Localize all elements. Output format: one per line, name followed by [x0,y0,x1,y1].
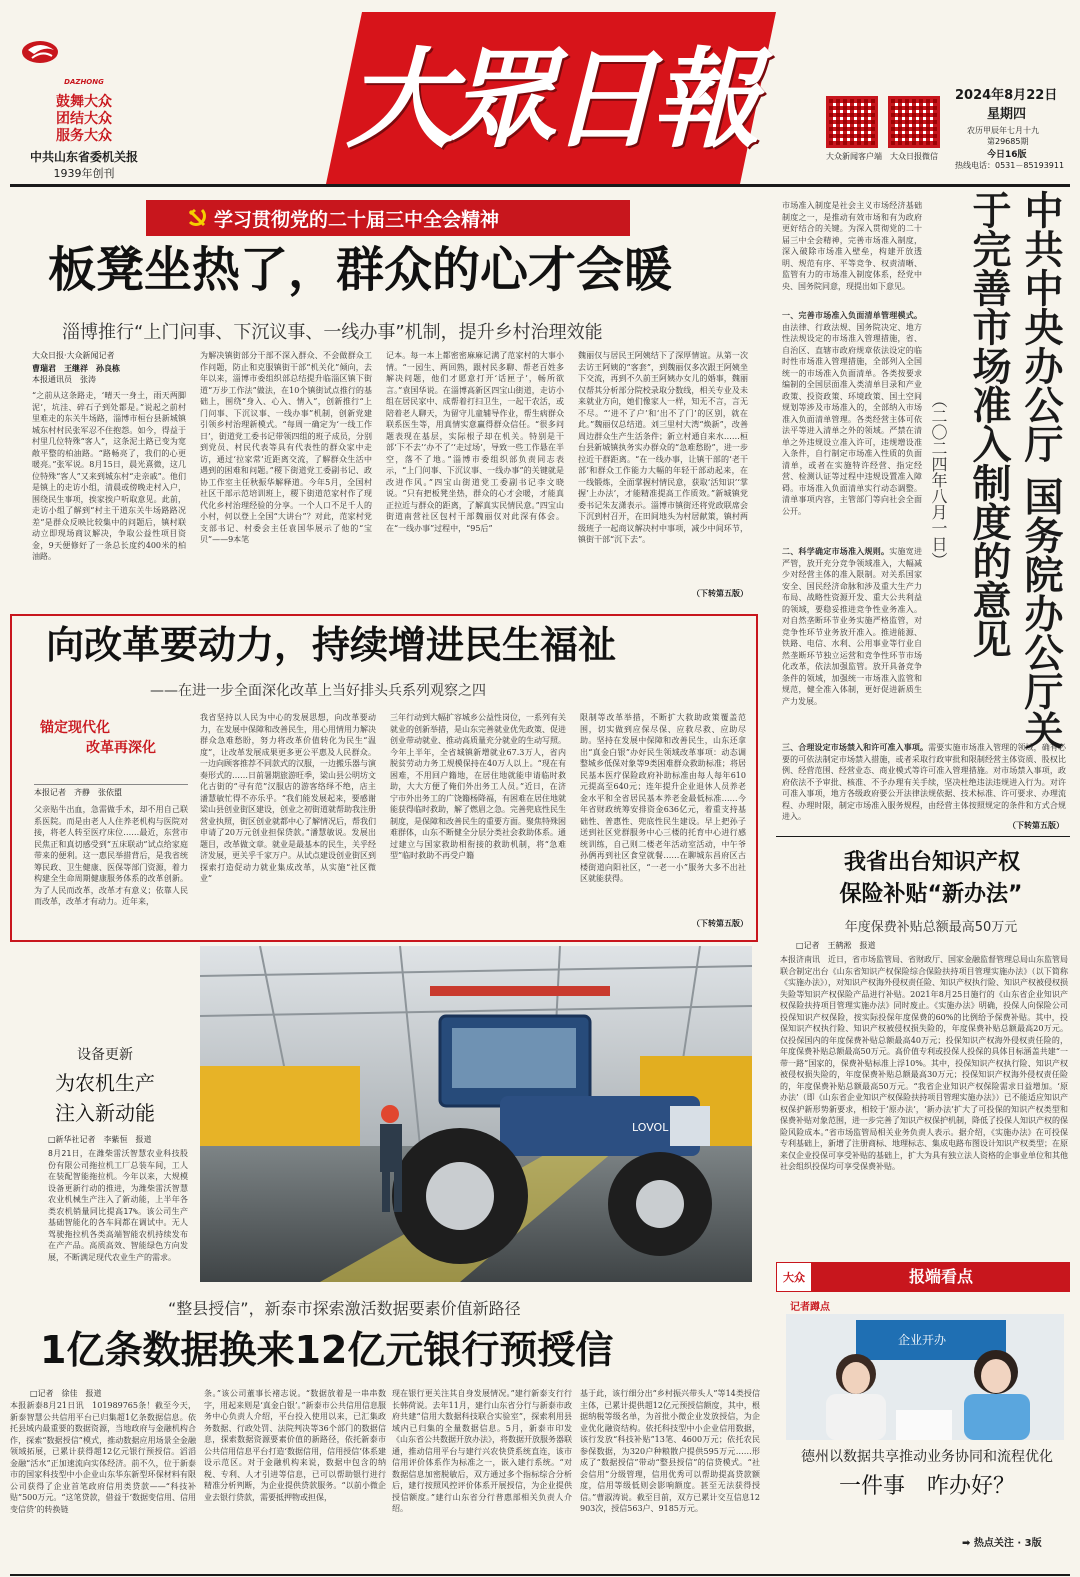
theme-banner [146,200,630,236]
edition-count: 今日16版 [987,150,1027,160]
hammer-sickle-icon [186,207,208,229]
reform-headline: 向改革要动力，持续增进民生福祉 [46,623,617,667]
promo-sign-text: 企业开办 [898,1333,947,1347]
weekday: 星期四 [987,107,1027,122]
reform-continued[interactable]: （下转第五版） [692,918,748,928]
lead-byline [32,350,192,386]
reform-badge [34,718,164,758]
right-divider [776,836,1070,837]
farm-caption: 8月21日，在潍柴雷沃智慧农业科技股份有限公司拖拉机工厂总装车间，工人在装配智能拖拉机。今年以来，大规模设备更新行动的推进，为潍柴雷沃智慧农业机械生产注入了新动能，上半年各类农机销量同比提高17%。该公司生产基础智能化的各车间都在调试中。无人驾驶拖拉机各类高端智能农机持续发布在产产品。高质高效、智能绿色方向发展，不断满足现代农业生产的需求。 [48,1149,188,1262]
masthead-left [14,38,154,178]
logo-text: DAZHONG [64,78,104,86]
lead-subhead: 淄博推行“上门问事、下沉议事、一线办事”机制，提升乡村治理效能 [62,322,603,343]
doc-section-1-title: 一、完善市场准入负面清单管理模式。 [782,310,922,320]
lead-col-1: “之前从这条路走，‘晴天一身土，雨天两脚泥’，坑洼、碎石子到处都是。”说起之前村里难走的东关牛场路，淄博市桓台县新城镇城东村村民张军忍不住抱怨。如今，得益于村里几位特殊“客人”，这条泥土路已变为宽敞平整的柏油路。“路畅亮了，我们的心更暖亮。”张军说。8月15日，晨光熹微，这几位特殊“客人”又来到城东村“走亲戚”。他们是镇上的走访小组，清晨或傍晚走村入户，围绕民生事项，挨家挨户听取意见。此前，走访小组了解到“村主干道东关牛场路路况差”是群众反映比较集中的问题后，镇村联动立即现场商议解决，争取公益性项目资金，9天便修好了一条总长度约400米的柏油路。 [32,391,186,561]
data-col-3: 现在银行更关注其自身发展情况。”建行新泰支行行长韩荷说。去年11月，建行山东省分行与新泰市政府共建“信用大数据科技联合实验室”，探索利用县域内已归集的全量数据信息。5月，新泰市印发《山东省公共数据开放办法》，将数据开放服务器联通，推动信用平台与建行兴农快贷系统直连，该市信用评价体系作为标准之一，嵌入建行系统。“对数据信息加密脱敏后，双方通过多个指标综合分析后，建行按照风控评价体系开展授信，为企业提供授信额度。”建行山东省分行普惠部相关负责人介绍。 [392,1389,572,1513]
tractor-brand [632,1121,669,1134]
lead-headline: 板凳坐热了，群众的心才会暖 [48,242,673,298]
issue-number: 第29685期 [987,137,1029,146]
farm-headline-1: 为农机生产 [55,1071,155,1095]
doc-continued[interactable]: （下转第五版） [1008,820,1064,830]
doc-section-3-text: 需要实施市场准入管理的领域，确有必要的可依法制定市场禁入措施，或者采取行政审批和限制经营主体资质、股权比例、经营范围、经营业态、商业模式等许可准入管理措施。对市场禁入事项，政府依法不予审批、核准、不予办理有关手续，坚决杜绝违法违规进入行为。对许可准入事项，地方各级政府要公开法律法规依据、技术标准、许可要求、办理流程、办理时限，制定市场准入服务规程，由经营主体按照规定的条件和方式合规进入。 [782,743,1066,821]
doc-intro: 市场准入制度是社会主义市场经济基础制度之一，是推动有效市场和有为政府更好结合的关键。为深入贯彻党的二十届三中全会精神，完善市场准入制度，深入破除市场准入壁垒，构建开放透明、规范有序、平等竞争、权责清晰、监管有力的市场准入制度体系，经党中央、国务院同意，现提出如下意见。 [782,201,922,291]
theme-banner-label: 学习贯彻党的二十届三中全会精神 [214,209,500,231]
badge-line-1: 锚定现代化 [40,720,110,736]
doc-section-2-text: 实施宽进严管，放开充分竞争领域准入，大幅减少对经营主体的准入限制。对关系国家安全、国民经济命脉和涉及重大生产力布局、战略性资源开发、重大公共利益的领域，要稳妥推进竞争性业务准入。对自然垄断环节业务实施严格监管，对竞争性环节业务放开准入。推进能源、铁路、电信、水利、公用事业等行业自然垄断环节独立运营和竞争性环节市场化改革，依法加强监管。放开具备竞争条件的领域，加强统一市场准入监管和规范，健全准入体制，更好促进新质生产力发展。 [782,547,922,706]
byline-correspondent: 本报通讯员 张涛 [32,375,96,384]
qr-code-icon [888,96,940,148]
reform-col-3: 三年行动到大幅扩容城乡公益性岗位，一系列有关就业的创新举措，是山东完善就业优先政策、促进创业带动就业、推动高质量充分就业的生动写照。今年上半年，全省城镇新增就业67.3万人，省内脱贫劳动力务工规模保持在40万人以上。“现在有困难，不用回户籍地，在居住地就能申请临时救助，大大方便了俺们外出务工人员。”近日，在济宁市外出务工的广饶籍杨降福，有困难在居住地就能获得临时救助，解了燃眉之急。完善兜底性民生制度，是保障和改善民生的重要方面。聚焦特殊困难群体，山东不断健全分层分类社会救助体系。通过建立与国家救助相衔接的救助机制，将“急难型”临时救助不再受户籍 [390,713,566,860]
ip-headline-2: 保险补贴“新办法” [839,882,1023,907]
lead-col-3: 记本。每一本上都密密麻麻记满了范家村的大事小情。“一园生、两回熟，跟村民多聊、帮老百姓多解决问题，他们才愿意打开‘话匣子’，畅所欲言。”袁国华说。在淄博高新区四宝山街道，走访小组在居民家中、成帮着打扫卫生，一起干农活，或陪着老人聊天，为留守儿童辅导作业，帮生病群众联系医生等，用真情实意赢得群众信任。“很多问题表现在基层，实际根子却在机关。特别是干部‘下不去’‘办不了’‘走过场’，导致一些工作悬在半空，落不了地。”淄博市委组织部负责同志表示，“上门问事、下沉议事、一线办事”的关键就是改进作风。”四宝山街道党工委副书记李文晓说。“只有把板凳坐热，群众的心才会暖，才能真正拉近与群众的距离，了解真实民情民意。”四宝山街道南营社区包村干部魏丽仅对此深有体会。在“一线办事”过程中，“95后” [386,351,564,533]
reform-col-1: 父亲贴牛出血，急需做手术，却不用自己联系医院。而是由老人人住养老机构与医院对接，将老人转至医疗床位……最近，东营市民焦正和真切感受到“五床联动”试点给家庭带来的便利。这一惠民举措背后，是我省统筹民政、卫生健康、医保等部门资源，着力构建全生命周期健康服务体系的改革创新。为了人民而改革，改革才有意义；依靠人民而改革，改革才有动力。近年来， [34,805,188,906]
issue-date: 2024年8月22日 [955,88,1058,103]
ip-byline: □记者 王鹤淞 报道 [796,941,876,950]
publisher: 中共山东省委机关报 [29,150,138,164]
qr-code-icon [826,96,878,148]
reform-col-4: 限制等改革举措，不断扩大救助政策覆盖范围，切实做到应保尽保、应救尽救、应助尽助。坚持在发展中保障和改善民生，山东还拿出“真金白银”办好民生领域改革事项：动态调整城乡低保对象等9类困难群众救助标准；将居民基本医疗保险政府补助标准由每人每年610元提高至640元；连年提升企业退休人员养老金水平和全省居民基本养老金最低标准……今年省财政统筹安排资金636亿元，着重支持基础性、普惠性、兜底性民生建设。早上把孙子送到社区党群服务中心三楼的托育中心进行感统训练，自己则二楼老年活动室活动，中午爷孙俩再到社区食堂就餐……在聊城东昌府区古楼街道向阳社区，“一老一小”服务大多不出社区就能获得。 [580,713,746,883]
badge-line-2: 改革再深化 [86,740,156,756]
qr-wechat[interactable] [888,96,940,162]
farm-kicker: 设备更新 [77,1047,133,1063]
reform-col-2: 我省坚持以人民为中心的发展思想，向改革要动力，在发展中保障和改善民生，用心用情用力解决群众急难愁盼，努力将改革价值转化为民生“温度”，让改革发展成果更多更公平惠及人民群众。一边向顾客推荐不同款式的汉服，一边搬乐器与演奏形式的……日前暑期旅游旺季，梁山县公明坊文化古街的“寻有范”汉服店的游客络绎不绝，店主潘慧敏忙得不亦乐乎。“我们能发展起来，要感谢梁山县创业街区建设，创业之初街道就帮助我注册营业执照，街区创业就都中心了解情况后，帮我们申请了20万元创业担保贷款。”潘慧敏说。发展出题目，改革做文章。就业是最基本的民生，关乎经济发展，更关乎千家万户。从试点建设创业街区到探索打造促动力就业集成改革，从实施“社区微业” [200,713,376,883]
data-col-2: 条。”该公司董事长褚志说。“数据放着是一串串数字，用起来则是‘真金白银’。”新泰市公共信用信息服务中心负责人介绍，平台投入使用以来，已汇集政务数据、行政处罚、法院判决等36个部门的数据信息，探索数据资源要素价值的新路径，依托新泰市公共信用信息平台打造‘数据信用，信用授信’体系建设示范区。对于金融机构来说，数据中包含的纳税、专利、人才引进等信息，已可以帮助银行进行精准分析判断，为企业提供贷款服务。“以前小微企业去银行贷款，需要抵押物或担保， [204,1389,386,1502]
lead-col-2: 为解决镇街部分干部不深入群众、不会做群众工作问题，防止和克服镇街干部“机关化”倾向，去年以来，淄博市委组织部总结提升临淄区镇下街道“万步工作法”做法，在10个镇街试点推行的基础上，围绕“身入、心入、情入”，创新推行“上门问事、下沉议事、一线办事”机制，创新党建引领乡村治理新模式。“每周一确定为‘一线工作日’，街道党工委书记带领四组的班子成员，分别到党员、村民代表等具有代表性的群众家中走访，通过‘拉家常’近距离交流，了解群众生活中遇到的困难和问题。”稷下街道党工委副书记、政协工作室主任秋振华解释道。今年5月，全国村社区干部示范培训班上，稷下街道范家村作了现代化乡村治理经验的分享。一个人口不足千人的小村，何以登上全国“大讲台”？对此，范家村党支部书记、村委会主任袁国华展示了他的“宝贝”——9本笔 [200,351,372,544]
svg-text:LOVOL: LOVOL [632,1121,669,1134]
lead-col-4: 魏丽仅与居民王阿姨结下了深厚情谊。从第一次去访王阿姨的“客套”，到魏丽仅多次跟王阿姨坐下交流，再到不久前王阿姨办女儿的婚事，魏丽仅帮其分析部分院校录取分数线，相关专业及未来就业方向，她们像家人一样，知无不言，言无不尽。“‘进不了户’和‘出不了门’的区别，就在此。”魏丽仅总结道。刘三里村大湾“焕新”，改善周边群众生产生活条件；新立村通自来水……桓台县新城镇执务实办群众的“急难愁盼”，进一步拉近干群距离。“在一线办事，让镇干部的‘老干部’和群众工作能力大幅的年轻干部动起来，在一线锻炼，全面掌握村情民意，获取‘活知识’‘掌握’上办法’，才能精准提高工作质效。”新城镇党委书记朱友潇表示。淄博市镇街还将党政联席会下沉到村召开，在田间地头为村居献策，镇村两级班子一起商议解决村中事项，减少中间环节，镇街干部“沉下去”。 [578,351,748,544]
byline-agency: 大众日报·大众新闻记者 [32,351,115,360]
doc-section-1 [782,310,922,542]
slogan-1: 鼓舞大众 [56,94,112,110]
data-col-1: 本报新泰8月21日讯 101989765条！截至今天，新泰智慧公共信用平台已归集超1亿条数据信息。依托县域内最重要的数据资源，当地政府与金融机构合作，探索“数据授信”模式，推动数据应用场景全金融领域拓展，已累计获得超12亿元银行预授信。滔滔金融“活水”正加速流向实体经济。前不久，位于新泰市的国家科技型中小企业山东华东新型环保材料有限公司获得了企业首笔政府信用类贷款——“科技补贴”500万元。“这笔贷款，借益于‘数据变信用、信用变信贷’的转换链 [10,1401,196,1514]
promo-photo[interactable] [786,1314,1064,1440]
doc-section-2 [782,546,922,742]
data-byline: □记者 徐佳 报道 [30,1389,102,1398]
date-block [955,84,1067,171]
paper-title: 大眾日報 [345,37,754,163]
promo-caption: 德州以数据共享推动业务协同和流程优化 [801,1449,1053,1465]
doc-section-2-title: 二、科学确定市场准入规则。 [782,546,890,556]
qr-client[interactable] [826,96,882,162]
masthead-divider [10,184,1070,187]
promo-headline: 一件事 咋办好？ [838,1474,1015,1499]
service-hall-illustration [786,1314,1064,1440]
promo-header[interactable] [776,1262,1070,1292]
qr-caption: 大众日报微信 [890,152,938,161]
data-headline: 1亿条数据换来12亿元银行预授信 [40,1328,614,1372]
slogan-2: 团结大众 [56,111,112,127]
tractor-photo[interactable] [200,946,752,1282]
reform-byline: 本报记者 齐静 张依盟 [34,784,188,798]
document-date: （二〇二四年八月一日） [929,392,948,568]
promo-label: 报端看点 [812,1262,1070,1292]
qr-caption: 大众新闻客户端 [826,152,882,161]
byline-reporters: 曹瑞君 王继祥 孙良栋 [32,363,120,373]
lead-continued[interactable]: （下转第五版） [692,588,748,598]
reform-subhead: ——在进一步全面深化改革上当好排头兵系列观察之四 [150,683,486,699]
promo-tag: 记者蹲点 [790,1302,830,1313]
data-col-4: 基于此，该行细分出“乡村振兴带头人”等14类授信主体，已累计提供超12亿元预授信额度，其中，根据纳税等级名单，为首批小微企业发放授信，为企业优化融资结构。依托科技型中小企业信用数据，该行发放“科技补贴”13笔、4600万元；依托农民参保数据，为320户种粮散户提供595万元……形成了“数据授信”带动“整县授信”的信贷模式。“社会信用”分级管理，信用优秀可以帮助提高贷款额度，信用等级低则会影响额度。甚至无法获得授信。”曹淑涛说。截至目前，双方已累计交互信息12903次，授信563户、9185万元。 [580,1389,760,1513]
document-title: 中共中央办公厅 国务院办公厅关于完善市场准入制度的意见 [966,190,1063,750]
ip-body: 本报济南讯 近日，省市场监管局、省财政厅、国家金融监督管理总局山东监管局联合制定出台《山东省知识产权保险综合保险扶持项目管理实施办法》（以下简称《实施办法》），对知识产权海外侵权责任险、知识产权执行险、知识产权被侵权损失险等知识产权保险产品进行补贴。2021年8月25日施行的《山东省企业知识产权保险扶持项目管理实施办法》同时废止。《实施办法》明确，投保人向保险公司投保知识产权保险，按实际投保年度保费的60%的比例给予保费补贴。其中，投保知识产权执行险、知识产权被侵权损失险的，年度保费补贴总额最高20万元。仅投保国内的年度保费补贴总额最高40万元；投保知识产权海外侵权责任险的，年度保费补贴总额最高50万元。高价值专利或投保人投保的具体目标涵盖共建“一带一路”国家的，保费补贴标准上浮10%。其中，投保知识产权执行险、知识产权被侵权损失险的，年度保费补贴总额最高30万元；投保知识产权海外侵权责任险的，年度保费补贴总额最高50万元。“我省企业知识产权保险需求日益增加。‘原办法’（即《山东省企业知识产权保险扶持项目管理实施办法》）已不能适应知识产权保护新形势新要求，相较于‘原办法’，‘新办法’扩大了可投保的知识产权类型和保费补贴对象范围，进一步完善了知识产权保护机制，降低了投保人知识产权的保险风险成本。”省市场监管局相关业务负责人表示。据介绍，《实施办法》在可投保专利基础上，新增了注册商标、地理标志、集成电路布图设计知识产权类型；在原来仅企业投保可享受补贴的基础上，扩大为具有独立法人资格的企事业单位和其他社会组织投保均可享受保费补贴。 [780,955,1068,1171]
founded: 1939年创刊 [53,167,115,180]
slogan-3: 服务大众 [56,128,112,144]
ip-headline-1: 我省出台知识产权 [843,850,1020,875]
data-kicker: “整县授信”，新泰市探索激活数据要素价值新路径 [168,1299,521,1318]
tractor-factory-illustration [200,946,752,1282]
hotline: 热线电话：0531－85193911 [955,161,1065,170]
lunar-date: 农历甲辰年七月十九 [967,126,1039,135]
doc-section-3-title: 三、合理设定市场禁入和许可准入事项。 [782,742,929,752]
dazhong-logo-icon [14,38,66,74]
ip-subhead: 年度保费补贴总额最高50万元 [844,920,1018,935]
promo-logo: 大众 [776,1262,812,1292]
doc-section-1-text: 由法律、行政法规、国务院决定、地方性法规设定的市场准入管理措施，省、自治区、直辖市政府规章依法设定的临时性市场准入管理措施，全部列入全国统一的市场准入负面清单。各类按要求编制的全国层面准入类清单目录和产业政策、投资政策、环境政策、国土空间规划等涉及市场准入的，全部纳入市场准入负面清单管理。各类经营主体可依法平等进入清单之外的领域。严禁在清单之外违规设立准入许可，违规增设准入条件，自行制定市场准入性质的负面清单，或者在实施特许经营、指定经营、检测认证等过程中违规设置准入障碍。市场准入负面清单实行动态调整。清单事项内容，主管部门等向社会全面公开。 [782,322,922,516]
promo-pointer[interactable]: ➡ 热点关注 · 3版 [962,1538,1042,1549]
footer-rule [10,1574,1070,1576]
farm-byline: □新华社记者 李紫恒 报道 [48,1135,152,1144]
farm-headline-2: 注入新动能 [55,1101,155,1125]
